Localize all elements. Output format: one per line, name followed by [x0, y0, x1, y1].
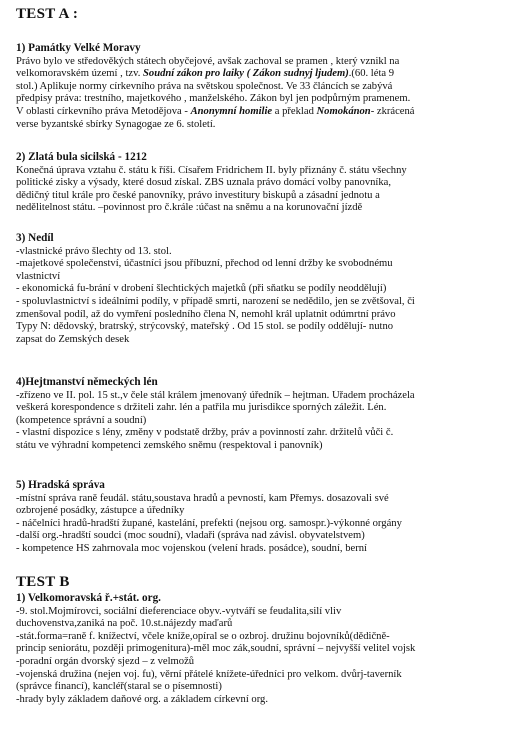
text-line — [16, 694, 496, 707]
text-line — [16, 631, 496, 644]
text-line — [16, 309, 496, 322]
text-run: -zřízeno ve II. pol. 15 st.,v čele stál králem jmenovaný úředník – hejtman. Úřadem procházela — [16, 389, 415, 401]
section-heading: 1) Velkomoravská ř.+stát. org. — [16, 592, 161, 604]
section-pamatky-velke-moravy — [16, 42, 496, 131]
section-heading: 3) Nedíl — [16, 232, 54, 244]
text-run: dědičný titul krále pro české panovníky, právo investitury biskupů a zásadní jednotu a — [16, 189, 380, 201]
text-run: -další org.-hradští soudci (moc soudní), vladaři (správa nad závisl. obyvatelstvem) — [16, 530, 365, 542]
section-hradska-sprava — [16, 479, 496, 556]
text-line — [16, 190, 496, 203]
text-line — [16, 656, 496, 669]
test-a-title: TEST A : — [16, 6, 79, 22]
text-line — [16, 415, 496, 428]
section-zlata-bula-sicilska — [16, 151, 496, 215]
test-b-title: TEST B — [16, 574, 70, 590]
text-line — [16, 271, 496, 284]
text-line — [16, 606, 496, 619]
text-run: - ekonomická fu-brání v drobení šlechtických majetků (při sňatku se podíly neoddělují) — [16, 283, 387, 295]
emphasis-title: Soudní zákon pro laiky ( Zákon sudnyj ljudem) — [143, 68, 349, 80]
text-run: velkomoravském území , tzv. — [16, 68, 143, 80]
text-line — [16, 56, 496, 69]
text-run: - náčelníci hradů-hradští župané, kastelání, prefekti (nejsou org. samospr.)-výkonné orgány — [16, 517, 402, 529]
text-line — [16, 93, 496, 106]
text-run: zapsat do Zemských desek — [16, 333, 130, 345]
text-run: Typy N: dědovský, bratrský, strýcovský, mateřský . Od 15 stol. se podíly oddělují- nutno — [16, 321, 394, 333]
section-heading: 4)Hejtmanství německých lén — [16, 376, 158, 388]
text-run: Právo bylo ve středověkých státech obyčejové, avšak zachoval se pramen , který vznikl na — [16, 55, 400, 67]
text-run: -vlastnické právo šlechty od 13. stol. — [16, 245, 172, 257]
emphasis-title: Nomokánon — [316, 105, 371, 117]
text-run: politické zisky a výsady, které dosud získal. ZBS uznala právo domácí volby panovníka, — [16, 177, 392, 189]
text-run: -místní správa raně feudál. státu,soustava hradů a pevností, kam Přemys. dosazovali své — [16, 492, 389, 504]
text-run: zmenšoval podíl, až do vymření posledního člena N, nemohl král uplatnit odúmrtní právo — [16, 308, 396, 320]
text-line — [16, 390, 496, 403]
text-run: (správce financí), kancléř(staral se o písemnosti) — [16, 681, 222, 693]
text-run: duchovenstva,zaniká na poč. 10.st.nájezdy maďarů — [16, 618, 233, 630]
text-run: veškerá korespondence s držiteli zahr. lén a patřila mu jurisdikce sporných záležit. Lén. — [16, 402, 387, 414]
text-run: - zkrácená — [370, 105, 415, 117]
text-run: V oblasti církevního práva Metodějova - — [16, 105, 191, 117]
section-heading: 1) Památky Velké Moravy — [16, 42, 141, 54]
emphasis-title: Anonymní homilie — [190, 105, 273, 117]
text-run: verse byzantské sbírky Synagogae ze 6. století. — [16, 118, 216, 130]
text-line — [16, 669, 496, 682]
text-run: -hrady byly základem daňové org. a základem církevní org. — [16, 693, 268, 705]
text-run: vlastnictví — [16, 270, 61, 282]
text-line — [16, 402, 496, 415]
text-run: (kompetence správní a soudní) — [16, 414, 147, 426]
text-line — [16, 427, 496, 440]
text-line — [16, 106, 496, 119]
section-heading: 2) Zlatá bula sicilská - 1212 — [16, 151, 147, 163]
text-run: -poradní orgán dvorský sjezd – z velmožů — [16, 655, 195, 667]
section-nedil — [16, 232, 496, 346]
text-line — [16, 165, 496, 178]
text-line — [16, 68, 496, 81]
text-line — [16, 321, 496, 334]
text-run: - vlastní dispozice s lény, změny v podstatě držby, práv a povinností zahr. držitelů vůči č. — [16, 427, 394, 439]
text-line — [16, 258, 496, 271]
text-line — [16, 643, 496, 656]
text-run: -majetkové společenství, účastníci jsou příbuzní, přechod od lenní držby ke svobodnému — [16, 258, 393, 270]
text-line — [16, 246, 496, 259]
text-run: - kompetence HS zahrnovala moc vojenskou (velení hrads. posádce), soudní, berní — [16, 542, 367, 554]
text-run: nedělitelnost státu. –povinnost pro č.krále :účast na sněmu a na korunovační jízdě — [16, 202, 363, 214]
section-velkomoravska-org — [16, 592, 496, 706]
text-run: stol.) Aplikuje normy církevního práva na světskou společnost. Ve 33 článcích se zabývá — [16, 80, 393, 92]
text-line — [16, 334, 496, 347]
text-line — [16, 119, 496, 132]
text-line — [16, 681, 496, 694]
text-run: předpisy práva: trestního, majetkového , manželského. Zákon byl jen podpůrným pramenem. — [16, 93, 411, 105]
text-run: Konečná úprava vztahu č. státu k říši. Císařem Fridrichem II. byly přiznány č. státu všechny — [16, 164, 407, 176]
text-line — [16, 440, 496, 453]
text-run: - spoluvlastnictví s ideálními podíly, v případě smrti, narození se nedědilo, jen se zvětšoval, či — [16, 295, 415, 307]
section-hejtmanstvi — [16, 376, 496, 453]
text-line — [16, 81, 496, 94]
text-line — [16, 530, 496, 543]
text-run: -stát.forma=raně f. knížectví, včele kníže,opíral se o ozbroj. družinu bojovníků(dědičně- — [16, 630, 390, 642]
text-run: -9. stol.Mojmírovci, sociální dieferenciace obyv.-vytváří se feudalita,silí vliv — [16, 605, 342, 617]
text-line — [16, 202, 496, 215]
text-run: princip seniorátu, později primogenitura)-měl moc zák,soudní, správní – nejvyšší velitel vojsk — [16, 643, 416, 655]
text-run: a překlad — [272, 105, 317, 117]
text-run: -vojenská družina (nejen voj. fu), věrní přátelé knížete-úředníci pro velkom. dvůrj-taverník — [16, 668, 402, 680]
text-line — [16, 518, 496, 531]
text-line — [16, 505, 496, 518]
text-run: .(60. léta 9 — [348, 68, 395, 80]
text-line — [16, 493, 496, 506]
text-line — [16, 543, 496, 556]
text-line — [16, 618, 496, 631]
text-line — [16, 296, 496, 309]
text-run: ozbrojené posádky, zástupce a úředníky — [16, 505, 185, 517]
text-line — [16, 283, 496, 296]
text-run: státu ve výhradní kompetenci zemského sněmu (respektoval i panovník) — [16, 439, 323, 451]
section-heading: 5) Hradská správa — [16, 479, 105, 491]
text-line — [16, 177, 496, 190]
